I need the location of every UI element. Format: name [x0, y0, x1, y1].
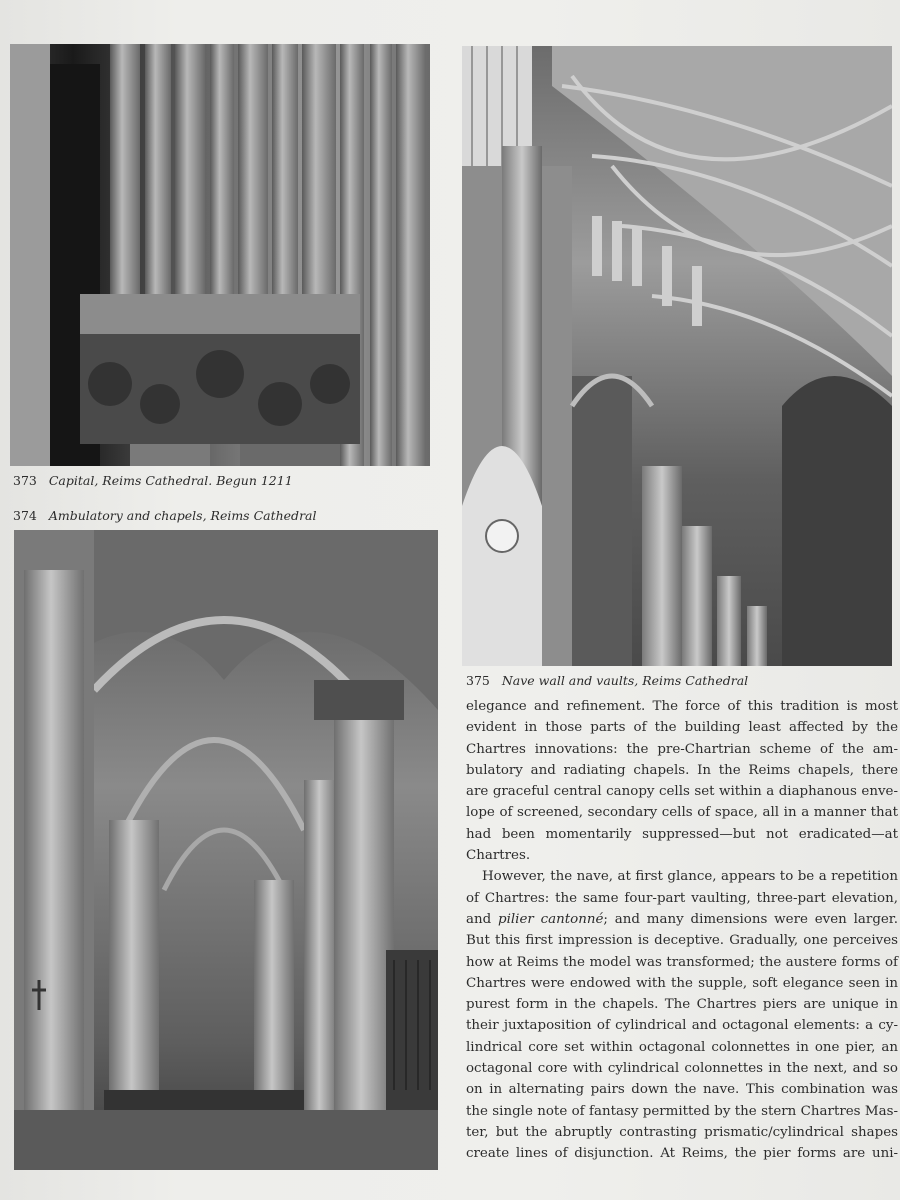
body-text-line: had been momentarily suppressed—but not eradicated—at: [466, 826, 898, 842]
body-text-line: lindrical core set within octagonal colonnettes in one pier, an: [466, 1039, 898, 1055]
body-text-line: on in alternating pairs down the nave. This combination was: [466, 1082, 898, 1098]
body-text-line: Chartres were endowed with the supple, soft elegance seen in: [466, 975, 898, 991]
body-text-line: elegance and refinement. The force of this tradition is most: [466, 699, 898, 714]
body-text-line: Chartres innovations: the pre-Chartrian scheme of the am-: [466, 741, 898, 757]
figure-number: 374: [13, 508, 37, 523]
body-text-line: create lines of disjunction. At Reims, the pier forms are uni-: [466, 1146, 898, 1162]
body-text-line: octagonal core with cylindrical colonnettes in the next, and so: [466, 1061, 898, 1077]
figure-caption-text: Capital, Reims Cathedral. Begun 1211: [48, 473, 293, 488]
figure-375-caption: [466, 673, 748, 689]
body-text-line: ter, but the abruptly contrasting prismatic/cylindrical shapes: [466, 1124, 898, 1140]
body-text-line: bulatory and radiating chapels. In the Reims chapels, there: [466, 762, 898, 778]
body-text-line: purest form in the chapels. The Chartres piers are unique in: [466, 997, 898, 1013]
body-text-line: the single note of fantasy permitted by the stern Chartres Mas-: [466, 1103, 898, 1119]
figure-caption-text: Nave wall and vaults, Reims Cathedral: [501, 673, 749, 688]
body-text-line: their juxtaposition of cylindrical and octagonal elements: a cy-: [466, 1018, 898, 1034]
figure-373-caption: [13, 473, 293, 489]
figure-374-caption: [13, 508, 317, 524]
body-text-line: However, the nave, at first glance, appears to be a repetition: [482, 869, 898, 885]
figure-caption-text: Ambulatory and chapels, Reims Cathedral: [48, 508, 317, 523]
body-text-line: are graceful central canopy cells set within a diaphanous enve-: [466, 784, 898, 800]
photo-nave: [462, 46, 892, 666]
body-text-line: lope of screened, secondary cells of space, all in a manner that: [466, 805, 898, 821]
photo-ambulatory: [14, 530, 438, 1170]
body-text-line: Chartres.: [466, 848, 531, 864]
body-text-line: evident in those parts of the building least affected by the: [466, 720, 898, 736]
figure-number: 375: [466, 673, 490, 688]
figure-number: 373: [13, 473, 37, 488]
body-text-line: and pilier cantonné; and many dimensions were even larger.: [466, 911, 898, 927]
body-text-line: But this first impression is deceptive. Gradually, one perceives: [466, 933, 898, 949]
body-text-line: of Chartres: the same four-part vaulting, three-part elevation,: [466, 890, 898, 906]
body-text-line: how at Reims the model was transformed; the austere forms of: [466, 954, 898, 970]
body-text: [466, 696, 898, 1165]
photo-capital: [10, 44, 430, 466]
